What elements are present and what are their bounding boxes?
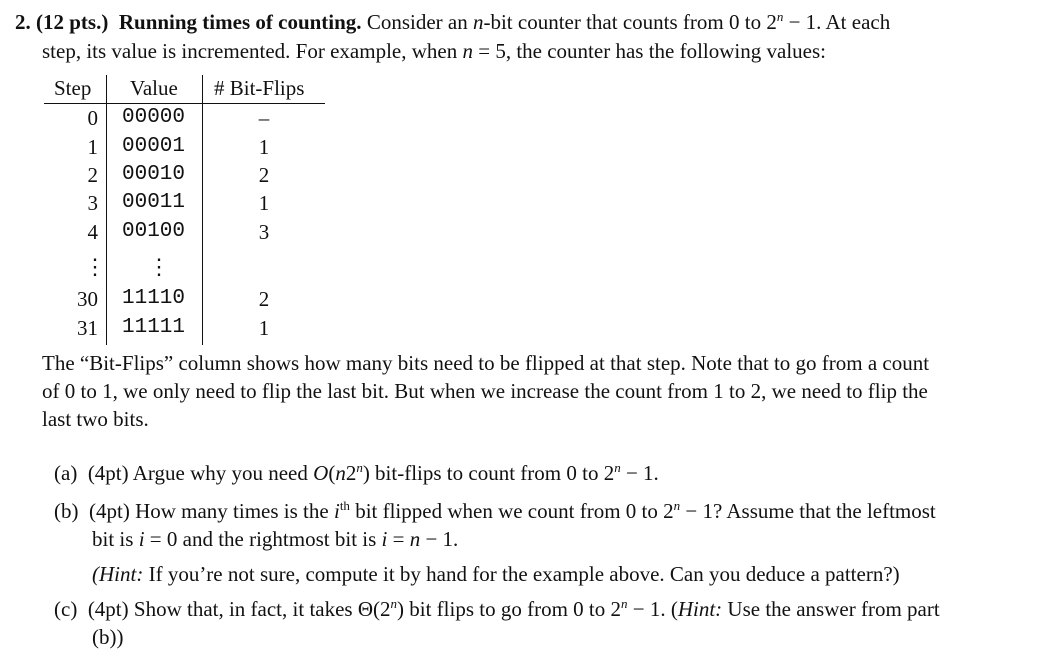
part-b-label: (b): [54, 499, 79, 523]
row-step: 0: [87, 106, 98, 130]
part-c-text: Use the answer from part: [722, 597, 940, 621]
part-b-text: =: [387, 527, 410, 551]
row-value: 11111: [122, 316, 186, 339]
row-value: 00100: [122, 220, 186, 243]
part-c: [54, 595, 940, 623]
intro-text: -bit counter that counts from 0 to 2: [483, 10, 777, 34]
header-step: Step: [54, 76, 92, 100]
row-step: 30: [77, 287, 98, 311]
row-flips: 1: [258, 316, 270, 340]
row-value: 00010: [122, 163, 186, 186]
part-b-hint: [92, 560, 900, 588]
header-value: Value: [130, 76, 178, 100]
math-n: n: [462, 39, 473, 63]
part-a-text: − 1.: [620, 461, 659, 485]
math-i: i: [381, 527, 388, 551]
part-a-text: (4pt) Argue why you need: [87, 461, 314, 485]
row-flips: 1: [258, 135, 270, 159]
row-step: 3: [87, 191, 98, 215]
math-i: i: [333, 499, 340, 523]
math-paren: (: [328, 461, 336, 485]
math-superscript: n: [390, 596, 397, 611]
paragraph-line-3: last two bits.: [42, 407, 149, 431]
problem-points: (12 pts.): [36, 10, 109, 34]
row-flips: 3: [258, 220, 270, 244]
intro-text: step, its value is incremented. For example, when: [42, 39, 463, 63]
row-flips: 2: [258, 163, 270, 187]
part-b-text: bit flipped when we count from 0 to 2: [349, 499, 674, 523]
part-a-label: (a): [54, 461, 78, 485]
part-c-line-2: (b)): [92, 625, 124, 649]
math-i: i: [138, 527, 145, 551]
column-rule-1: [106, 75, 107, 345]
row-flips: 1: [258, 191, 270, 215]
math-big-o: O: [313, 461, 329, 485]
row-step: 1: [87, 135, 98, 159]
paragraph-line-1: The “Bit-Flips” column shows how many bits need to be flipped at that step. Note that to go from a count: [42, 351, 930, 375]
math-superscript: n: [673, 498, 681, 513]
intro-text: = 5, the counter has the following values:: [472, 39, 826, 63]
part-c-label: (c): [54, 597, 78, 621]
math-n: n: [472, 10, 484, 34]
problem-title: Running times of counting.: [118, 10, 362, 34]
part-c-text: (4pt) Show that, in fact, it takes Θ(2: [87, 597, 391, 621]
math-superscript: n: [356, 460, 363, 475]
ellipsis-step: ⋮: [84, 254, 106, 279]
part-b-text: (4pt) How many times is the: [89, 499, 334, 523]
problem-number: 2.: [15, 10, 31, 34]
row-value: 11110: [122, 287, 186, 310]
row-value: 00011: [122, 191, 186, 214]
problem-heading-line: [15, 8, 890, 36]
part-b-line-2: [92, 525, 458, 553]
part-b-text: bit is: [92, 527, 139, 551]
math-superscript: th: [339, 498, 350, 513]
intro-text: Consider an: [366, 10, 473, 34]
part-c-text: ) bit flips to go from 0 to 2: [397, 597, 621, 621]
part-c-text: − 1. (: [627, 597, 678, 621]
hint-label: Hint:: [677, 597, 723, 621]
row-value: 00000: [122, 106, 186, 129]
hint-text: If you’re not sure, compute it by hand for the example above. Can you deduce a pattern?): [143, 562, 900, 586]
math-superscript: n: [621, 596, 628, 611]
part-a-text: ) bit-flips to count from 0 to 2: [362, 461, 615, 485]
ellipsis-value: ⋮: [148, 254, 170, 279]
part-b-text: = 0 and the rightmost bit is: [144, 527, 382, 551]
part-a: [54, 459, 659, 487]
column-rule-2: [202, 75, 203, 345]
math-superscript: n: [614, 460, 621, 475]
part-b: [54, 497, 936, 525]
intro-text: − 1. At each: [783, 10, 891, 34]
math-two: 2: [345, 461, 357, 485]
row-step: 4: [87, 220, 98, 244]
part-b-text: − 1? Assume that the leftmost: [680, 499, 936, 523]
math-n: n: [335, 461, 346, 485]
row-step: 2: [87, 163, 98, 187]
math-superscript: n: [776, 9, 784, 24]
header-bit-flips: # Bit-Flips: [214, 76, 305, 100]
hint-label: (Hint:: [92, 562, 144, 586]
row-flips: 2: [258, 287, 270, 311]
part-b-text: − 1.: [420, 527, 459, 551]
row-step: 31: [77, 316, 98, 340]
intro-line-2: [42, 37, 826, 65]
row-value: 00001: [122, 135, 186, 158]
math-n: n: [409, 527, 421, 551]
row-flips: –: [258, 106, 270, 130]
paragraph-line-2: of 0 to 1, we only need to flip the last bit. But when we increase the count from 1 to 2, we need to flip the: [42, 379, 928, 403]
